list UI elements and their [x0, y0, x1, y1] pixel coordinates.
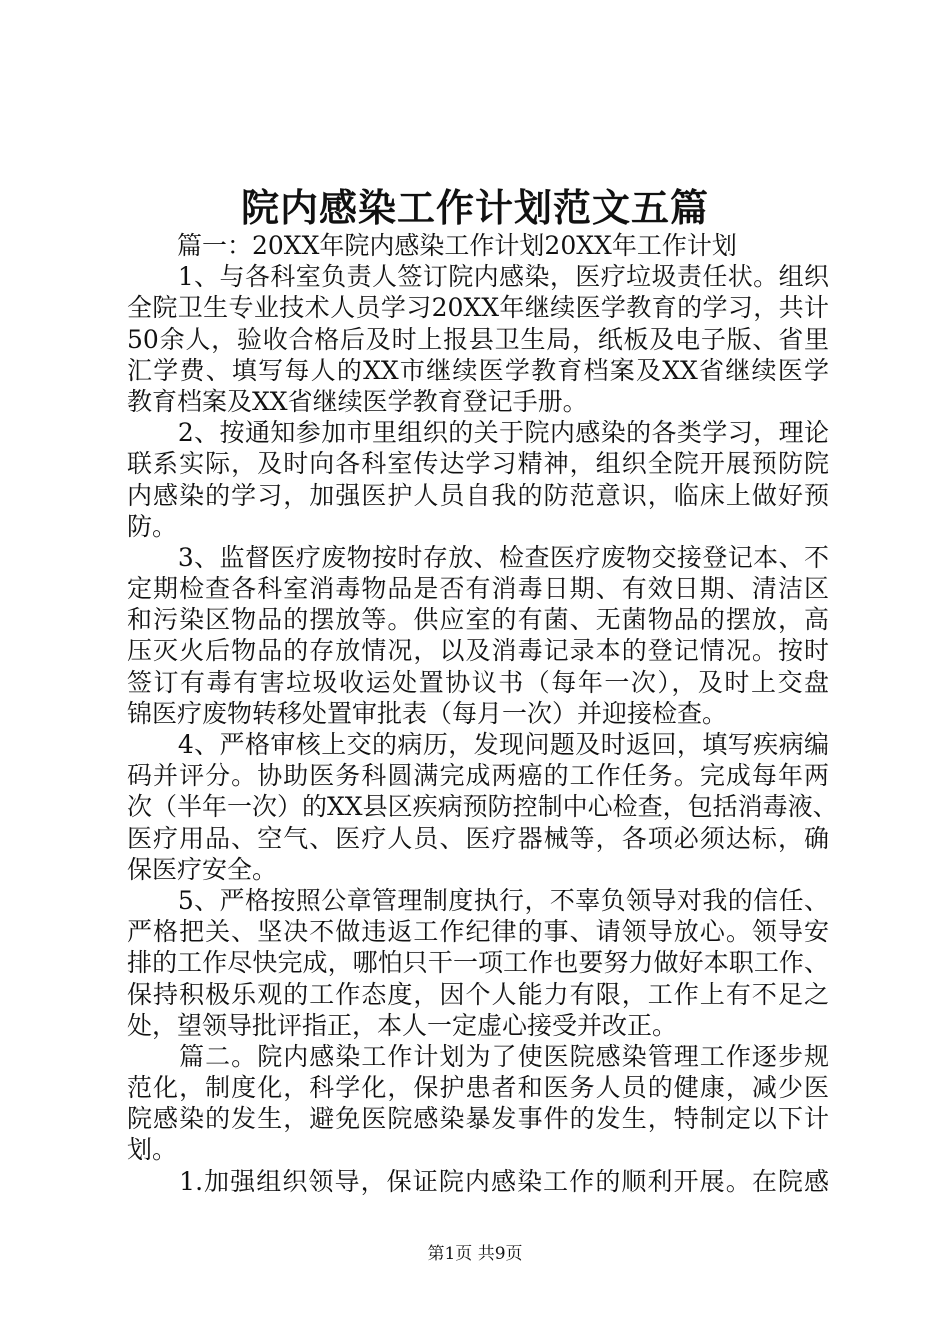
body-line: 4、严格审核上交的病历，发现问题及时返回，填写疾病编	[127, 730, 829, 759]
body-line: 严格把关、坚决不做违返工作纪律的事、请领导放心。领导安	[127, 917, 829, 947]
body-line: 定期检查各科室消毒物品是否有消毒日期、有效日期、清洁区	[127, 574, 829, 604]
body-line: 和污染区物品的摆放等。供应室的有菌、无菌物品的摆放，高	[127, 605, 829, 635]
body-line: 1、与各科室负责人签订院内感染，医疗垃圾责任状。组织	[127, 262, 829, 292]
body-line: 划。	[127, 1135, 178, 1165]
body-line: 范化，制度化，科学化，保护患者和医务人员的健康，减少医	[127, 1073, 829, 1103]
body-line: 50余人，验收合格后及时上报县卫生局，纸板及电子版、省里	[127, 324, 829, 354]
body-line: 医疗用品、空气、医疗人员、医疗器械等，各项必须达标，确	[127, 823, 829, 853]
body-line: 教育档案及XX省继续医学教育登记手册。	[127, 386, 588, 416]
body-line: 次（半年一次）的XX县区疾病预防控制中心检查，包括消毒液、	[127, 792, 838, 822]
body-line: 内感染的学习，加强医护人员自我的防范意识，临床上做好预	[127, 480, 829, 510]
body-line: 排的工作尽快完成，哪怕只干一项工作也要努力做好本职工作、	[127, 948, 829, 978]
body-line: 全院卫生专业技术人员学习20XX年继续医学教育的学习，共计	[127, 293, 829, 323]
body-line: 签订有毒有害垃圾收运处置协议书（每年一次），及时上交盘	[127, 667, 829, 697]
body-line: 汇学费、填写每人的XX市继续医学教育档案及XX省继续医学	[127, 355, 829, 385]
body-line: 防。	[127, 511, 178, 541]
body-line: 5、严格按照公章管理制度执行，不辜负领导对我的信任、	[127, 885, 829, 915]
body-line: 篇二。院内感染工作计划为了使医院感染管理工作逐步规	[127, 1041, 829, 1071]
body-line: 篇一：20XX年院内感染工作计划20XX年工作计划	[127, 231, 737, 260]
body-line: 保持积极乐观的工作态度，因个人能力有限，工作上有不足之	[127, 979, 829, 1009]
page-footer: 第1页 共9页	[427, 1244, 523, 1264]
document-title: 院内感染工作计划范文五篇	[240, 185, 709, 230]
body-line: 锦医疗废物转移处置审批表（每月一次）并迎接检查。	[127, 698, 728, 728]
body-line: 院感染的发生，避免医院感染暴发事件的发生，特制定以下计	[127, 1104, 829, 1134]
body-line: 处，望领导批评指正，本人一定虚心接受并改正。	[127, 1010, 678, 1040]
body-line: 码并评分。协助医务科圆满完成两癌的工作任务。完成每年两	[127, 761, 829, 791]
body-line: 1.加强组织领导，保证院内感染工作的顺利开展。在院感	[127, 1166, 829, 1196]
body-line: 联系实际，及时向各科室传达学习精神，组织全院开展预防院	[127, 449, 829, 479]
body-line: 2、按通知参加市里组织的关于院内感染的各类学习，理论	[127, 418, 829, 448]
body-line: 保医疗安全。	[127, 854, 278, 884]
document-body	[127, 230, 838, 1197]
body-line: 3、监督医疗废物按时存放、检查医疗废物交接登记本、不	[127, 542, 829, 572]
body-line: 压灭火后物品的存放情况，以及消毒记录本的登记情况。按时	[127, 636, 829, 666]
